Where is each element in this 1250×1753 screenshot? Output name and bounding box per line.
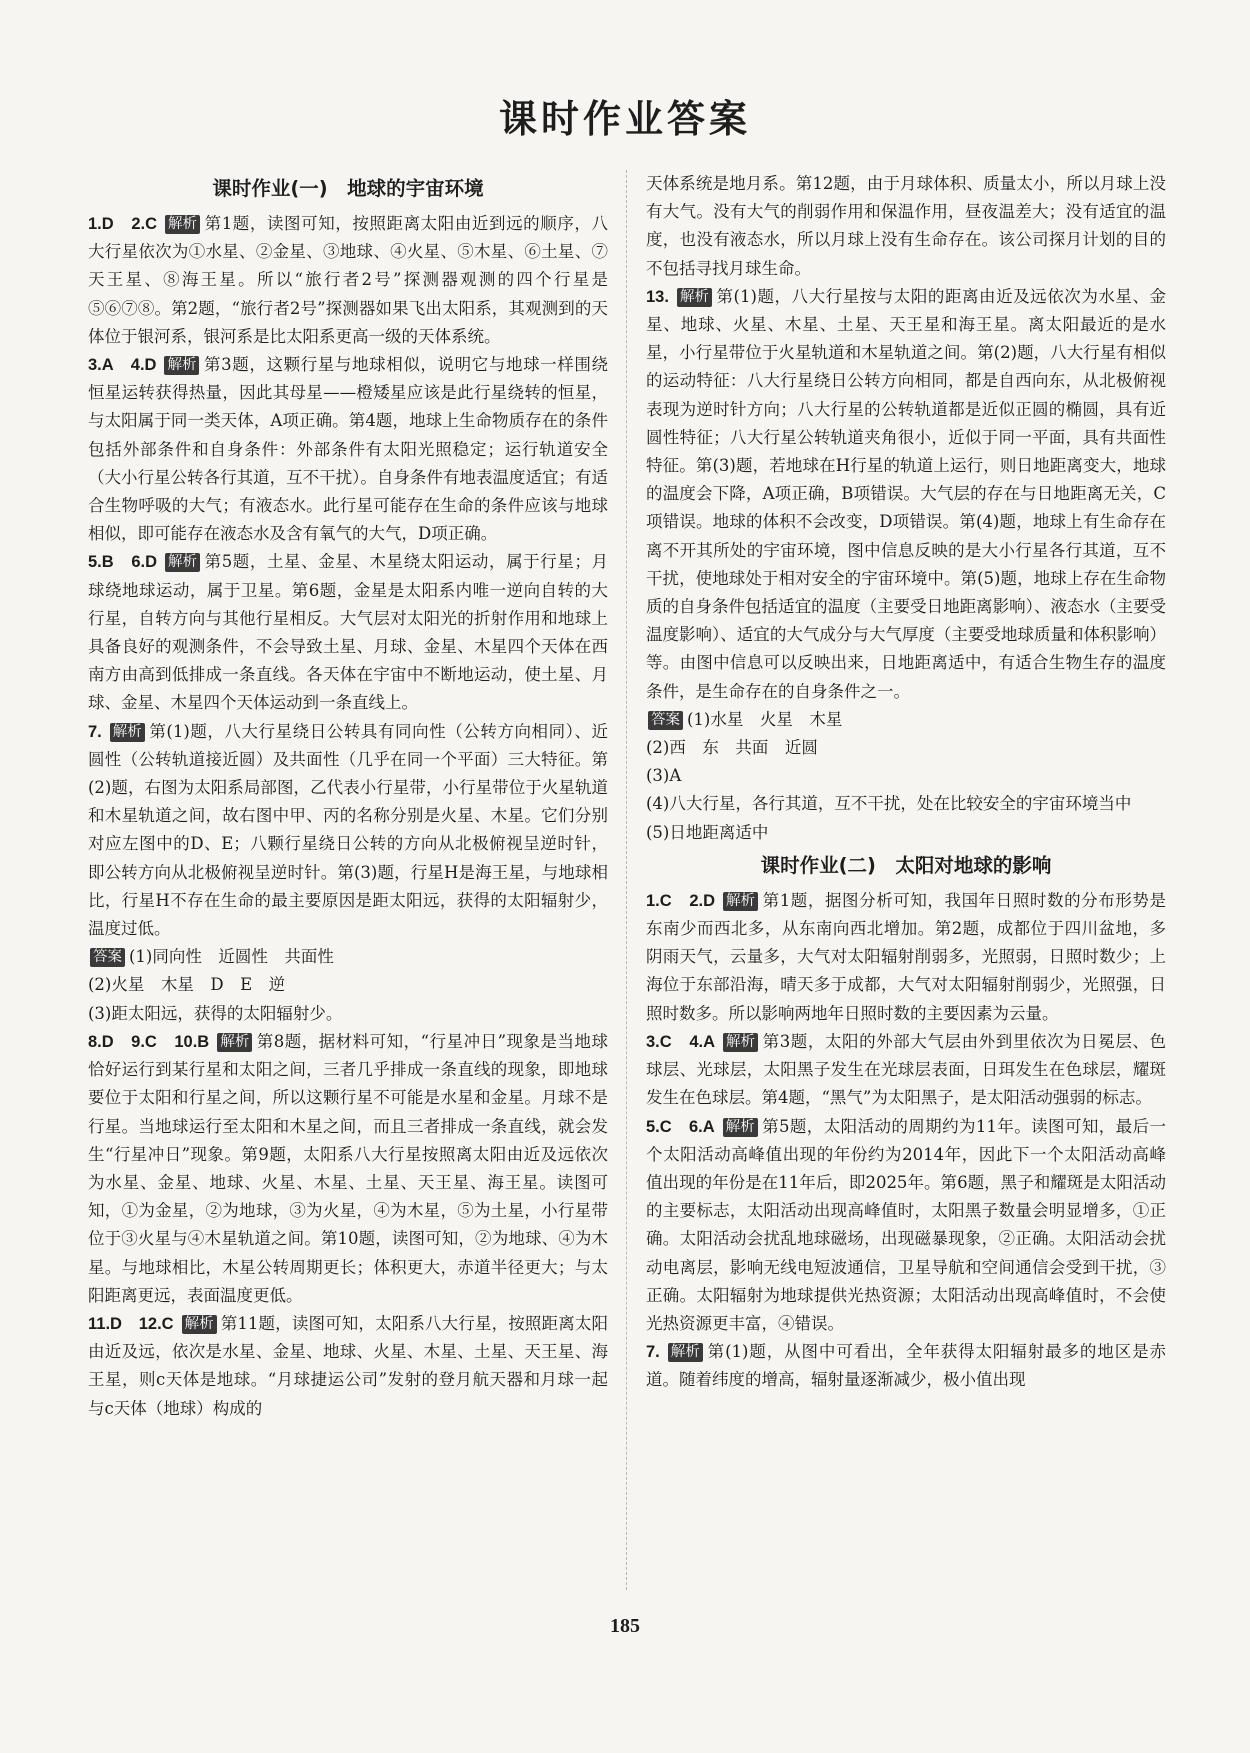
answer-item-7 xyxy=(646,1338,1166,1394)
answer-line: (2)火星 木星 D E 逆 xyxy=(88,975,286,995)
question-answers: 1.D 2.C xyxy=(88,215,158,233)
page-number: 185 xyxy=(610,1615,640,1637)
answer-item-11-12 xyxy=(88,1310,608,1423)
answer-item-8-10 xyxy=(88,1028,608,1310)
section-title-1: 课时作业(一) 地球的宇宙环境 xyxy=(212,177,484,200)
question-answers: 8.D 9.C 10.B xyxy=(88,1032,210,1051)
answer-item-5-6 xyxy=(88,548,608,717)
answer-item-1-2 xyxy=(88,210,608,351)
question-answers: 13. xyxy=(646,287,669,306)
left-column xyxy=(88,170,608,1423)
question-answers: 1.C 2.D xyxy=(646,891,716,910)
question-answers: 5.B 6.D xyxy=(88,553,158,572)
answer-line xyxy=(88,943,608,971)
analysis-tag: 解析 xyxy=(723,1033,758,1052)
analysis-tag: 解析 xyxy=(164,356,199,375)
analysis-text: 第5题，太阳活动的周期约为11年。读图可知，最后一个太阳活动高峰值出现的年份约为2014年，因此下一个太阳活动高峰值出现的年份是在11年后，即2025年。第6题，黑子和耀斑是太阳活动的主要标志，太阳活动出现高峰值时，太阳黑子数量会明显增多，①正确。太阳活动会扰乱地球磁场，出现磁暴现象，②正确。太阳活动会扰动电离层，影响无线电短波通信，卫星导航和空间通信会受到干扰，③正确。太阳辐射为地球提供光热资源；太阳活动出现高峰值时，不会使光热资源更丰富，④错误。 xyxy=(646,1116,1166,1333)
analysis-text: 第3题，太阳的外部大气层由外到里依次为日冕层、色球层、光球层，太阳黑子发生在光球层表面，日珥发生在色球层，耀斑发生在色球层。第4题，“黑气”为太阳黑子，是太阳活动强弱的标志。 xyxy=(646,1031,1167,1108)
analysis-text: 第(1)题，从图中可看出，全年获得太阳辐射最多的地区是赤道。随着纬度的增高，辐射量逐渐减少，极小值出现 xyxy=(646,1342,1166,1390)
analysis-tag: 解析 xyxy=(217,1033,252,1052)
continued-text: 天体系统是地月系。第12题，由于月球体积、质量太小，所以月球上没有大气。没有大气的削弱作用和保温作用，昼夜温差大；没有适宜的温度，也没有液态水，所以月球上没有生命存在。该公司探月计划的目的不包括寻找月球生命。 xyxy=(646,174,1166,278)
answer-item-3-4 xyxy=(88,351,608,548)
question-answers: 7. xyxy=(88,722,102,741)
answer-item-7 xyxy=(88,718,608,944)
analysis-tag: 解析 xyxy=(165,215,200,234)
answer-text: (1)同向性 近圆性 共面性 xyxy=(129,947,334,967)
question-answers: 7. xyxy=(646,1343,660,1362)
question-answers: 3.A 4.D xyxy=(88,356,157,375)
page-title: 课时作业答案 xyxy=(498,97,751,141)
analysis-tag: 解析 xyxy=(110,723,145,742)
answer-item-3-4 xyxy=(646,1028,1166,1113)
analysis-text: 第(1)题，八大行星按与太阳的距离由近及远依次为水星、金星、地球、火星、木星、土星、天王星和海王星。离太阳最近的是水星，小行星带位于火星轨道和木星轨道之间。第(2)题，八大行星有相似的运动特征：八大行星绕日公转方向相同，都是自西向东，从北极俯视表现为逆时针方向；八大行星的公转轨道都是近似正圆的椭圆，具有近圆性特征；八大行星公转轨道夹角很小，近似于同一平面，具有共面性特征。第(3)题，若地球在H行星的轨道上运行，则日地距离变大，地球的温度会下降，A项正确，B项错误。大气层的存在与日地距离无关，C项错误。地球的体积不会改变，D项错误。第(4)题，地球上有生命存在离不开其所处的宇宙环境，图中信息反映的是大小行星各行其道，互不干扰，使地球处于相对安全的宇宙环境中。第(5)题，地球上存在生命物质的自身条件包括适宜的温度（主要受日地距离影响）、液态水（主要受温度影响）、适宜的大气成分与大气厚度（主要受地球质量和体积影响）等。由图中信息可以反映出来，日地距离适中，有适合生物生存的温度条件，是生命存在的自身条件之一。 xyxy=(646,286,1166,701)
answer-tag: 答案 xyxy=(648,711,683,730)
analysis-tag: 解析 xyxy=(723,1118,758,1137)
analysis-text: 第1题，据图分析可知，我国年日照时数的分布形势是东南少而西北多，从东南向西北增加。第2题，成都位于四川盆地，多阴雨天气，云量多，大气对太阳辐射削弱多，光照弱，日照时数少；上海位于东部沿海，晴天多于成都，大气对太阳辐射削弱少，光照强，日照时数多。所以影响两地年日照时数的主要因素为云量。 xyxy=(646,890,1167,1023)
answer-item-5-6 xyxy=(646,1113,1166,1339)
right-column xyxy=(646,170,1166,1395)
question-answers: 11.D 12.C xyxy=(88,1314,174,1333)
analysis-text: 第5题，土星、金星、木星绕太阳运动，属于行星；月球绕地球运动，属于卫星。第6题，金星是太阳系内唯一逆向自转的大行星，自转方向与其他行星相反。大气层对太阳光的折射作用和地球上具备良好的观测条件，不会导致土星、月球、金星、木星四个天体在西南方由高到低排成一条直线。各天体在宇宙中不断地运动，使土星、月球、金星、木星四个天体运动到一条直线上。 xyxy=(88,552,609,713)
answer-line: (4)八大行星，各行其道，互不干扰，处在比较安全的宇宙环境当中 xyxy=(646,794,1132,814)
answer-text: (1)水星 火星 木星 xyxy=(687,709,843,729)
analysis-tag: 解析 xyxy=(677,288,712,307)
analysis-text: 第8题，据材料可知，“行星冲日”现象是当地球恰好运行到某行星和太阳之间，三者几乎排成一条直线的现象，即地球要位于太阳和行星之间，所以这颗行星不可能是水星和金星。月球不是行星。当地球运行至太阳和木星之间，而且三者排成一条直线，就会发生“行星冲日”现象。第9题，太阳系八大行星按照离太阳由近及远依次为水星、金星、地球、火星、木星、土星、天王星、海王星。读图可知，①为金星，②为地球，③为火星，④为木星，⑤为土星，小行星带位于③火星与④木星轨道之间。第10题，读图可知，②为地球、④为木星。与地球相比，木星公转周期更长；体积更大，赤道半径更大；与太阳距离更远，表面温度更低。 xyxy=(88,1031,608,1305)
answer-line xyxy=(646,706,1166,734)
analysis-text: 第11题，读图可知，太阳系八大行星，按照距离太阳由近及远，依次是水星、金星、地球、火星、木星、土星、天王星、海王星，则c天体是地球。“月球捷运公司”发射的登月航天器和月球一起与c天体（地球）构成的 xyxy=(88,1313,608,1418)
answer-line: (2)西 东 共面 近圆 xyxy=(646,738,818,758)
answer-item-1-2 xyxy=(646,887,1166,1028)
analysis-tag: 解析 xyxy=(165,553,200,572)
question-answers: 3.C 4.A xyxy=(646,1032,716,1051)
section-title-2: 课时作业(二) 太阳对地球的影响 xyxy=(760,853,1052,877)
analysis-text: 第(1)题，八大行星绕日公转具有同向性（公转方向相同）、近圆性（公转轨道接近圆）及共面性（几乎在同一个平面）三大特征。第(2)题，右图为太阳系局部图，乙代表小行星带，小行星带位于火星轨道和木星轨道之间，故右图中甲、丙的名称分别是火星、木星。它们分别对应左图中的D、E；八颗行星绕日公转的方向从北极俯视呈逆时针，即公转方向从北极俯视呈逆时针。第(3)题，行星H是海王星，与地球相比，行星H不存在生命的最主要原因是距太阳远，获得的太阳辐射少，温度过低。 xyxy=(88,721,608,939)
answer-line: (3)A xyxy=(646,766,682,786)
answer-line: (3)距太阳远，获得的太阳辐射少。 xyxy=(88,1003,343,1023)
question-answers: 5.C 6.A xyxy=(646,1117,715,1136)
answer-tag: 答案 xyxy=(90,948,125,967)
column-divider xyxy=(626,170,627,1590)
analysis-text: 第1题，读图可知，按照距离太阳由近到远的顺序，八大行星依次为①水星、②金星、③地球、④火星、⑤木星、⑥土星、⑦天王星、⑧海王星。所以“旅行者2号”探测器观测的四个行星是⑤⑥⑦⑧。第2题，“旅行者2号”探测器如果飞出太阳系，其观测到的天体位于银河系，银河系是比太阳系更高一级的天体系统。 xyxy=(88,214,609,346)
analysis-tag: 解析 xyxy=(182,1315,217,1334)
answer-item-13 xyxy=(646,283,1166,706)
answer-line: (5)日地距离适中 xyxy=(646,822,769,842)
analysis-text: 第3题，这颗行星与地球相似，说明它与地球一样围绕恒星运转获得热量，因此其母星——橙矮星应该是此行星绕转的恒星，与太阳属于同一类天体，A项正确。第4题，地球上生命物质存在的条件包括外部条件和自身条件：外部条件有太阳光照稳定；运行轨道安全（大小行星公转各行其道，互不干扰）。自身条件有地表温度适宜；有适合生物呼吸的大气；有液态水。此行星可能存在生命的条件应该与地球相似，即可能存在液态水及含有氧气的大气，D项正确。 xyxy=(88,355,608,544)
analysis-tag: 解析 xyxy=(668,1343,703,1362)
analysis-tag: 解析 xyxy=(723,892,758,911)
